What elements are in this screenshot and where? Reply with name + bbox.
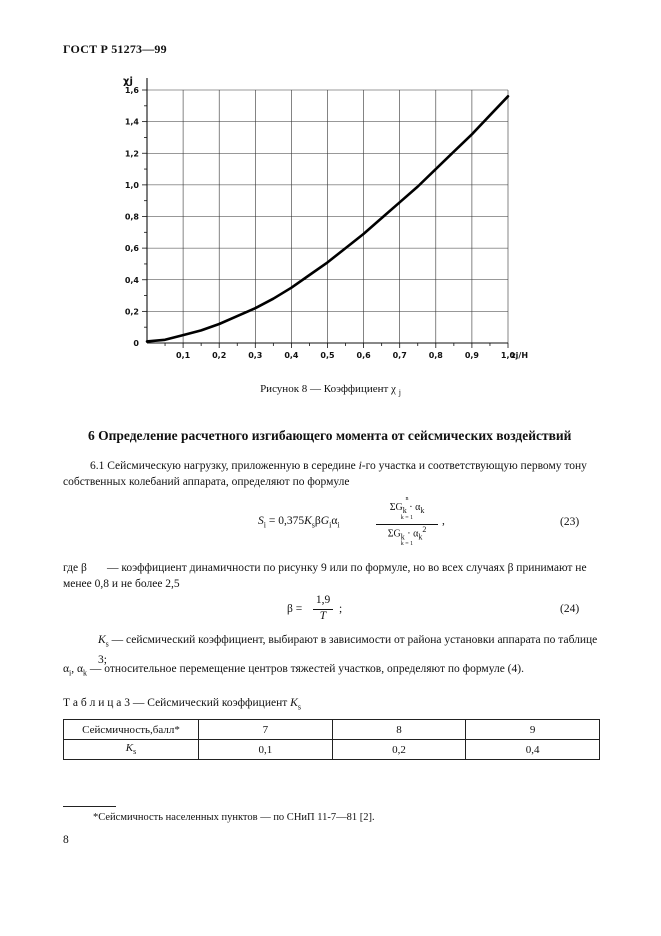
y-tick-label: 1,0	[124, 180, 139, 190]
table-header-cell: 8	[332, 720, 466, 740]
table-caption: Т а б л и ц а 3 — Сейсмический коэффициент $K_s$	[63, 697, 301, 712]
equation-number-24: (24)	[560, 603, 580, 615]
definition-ks: $K_s$ — сейсмический коэффициент, выбирают в зависимости от района установки аппарата по таблице 3;	[98, 634, 598, 667]
x-tick-label: 0,4	[284, 351, 299, 360]
table-cell: 0,4	[466, 740, 600, 760]
x-tick-label: 0,1	[176, 351, 191, 360]
equation-number-23: (23)	[560, 516, 580, 528]
y-tick-label: 1,6	[124, 86, 139, 95]
x-tick-label: 0,6	[356, 351, 371, 360]
x-axis-label: zj/H	[511, 351, 529, 360]
y-tick-label: 1,4	[124, 117, 139, 127]
y-tick-label: 0,4	[124, 275, 139, 285]
x-tick-label: 0,2	[212, 351, 227, 360]
figure-caption: Рисунок 8 — Коэффициент χ $_j$	[260, 383, 401, 398]
chart-coefficient-chi	[95, 62, 529, 372]
x-tick-label: 0,9	[464, 351, 479, 360]
table-cell: 0,1	[199, 740, 333, 760]
y-tick-label: 0,6	[124, 244, 139, 254]
seismic-coefficient-table	[63, 719, 600, 760]
paragraph-6-1: 6.1 Сейсмическую нагрузку, приложенную в середине i-го участка и соответствующую первому тону собственных колебаний аппарата, определяют по формуле	[63, 460, 587, 488]
table-header-row	[64, 720, 600, 740]
definition-beta: где β — коэффициент динамичности по рисунку 9 или по формуле, но во всех случаях β принимают не менее 0,8 и не более 2,5	[63, 562, 587, 590]
x-tick-label: 0,3	[248, 351, 263, 360]
table-header-cell: Сейсмичность,балл*	[64, 720, 199, 740]
page-number: 8	[63, 834, 69, 846]
y-tick-label: 1,2	[124, 149, 139, 159]
table-header-cell: 9	[466, 720, 600, 740]
document-header: ГОСТ Р 51273—99	[63, 42, 167, 56]
footnote-divider	[63, 806, 116, 807]
y-tick-label: 0,8	[124, 212, 139, 222]
x-tick-label: 0,7	[392, 351, 407, 360]
x-tick-label: 0,5	[320, 351, 335, 360]
table-row	[64, 740, 600, 760]
y-tick-label: 0,2	[124, 307, 139, 317]
table-row-label: $K_s$	[64, 740, 199, 760]
definition-alpha: $\alpha_i$, $\alpha_k$ — относительное перемещение центров тяжестей участков, определяют по формуле (4).	[63, 663, 524, 678]
y-tick-label: 0	[133, 339, 139, 348]
footnote: *Сейсмичность населенных пунктов — по СНиП 11-7—81 [2].	[93, 812, 375, 823]
x-tick-label: 1,0	[500, 351, 516, 360]
y-axis-label: χj	[123, 76, 133, 87]
table-header-cell: 7	[199, 720, 333, 740]
section-title: 6 Определение расчетного изгибающего момента от сейсмических воздействий	[88, 428, 572, 443]
table-cell: 0,2	[332, 740, 466, 760]
x-tick-label: 0,8	[428, 351, 443, 360]
